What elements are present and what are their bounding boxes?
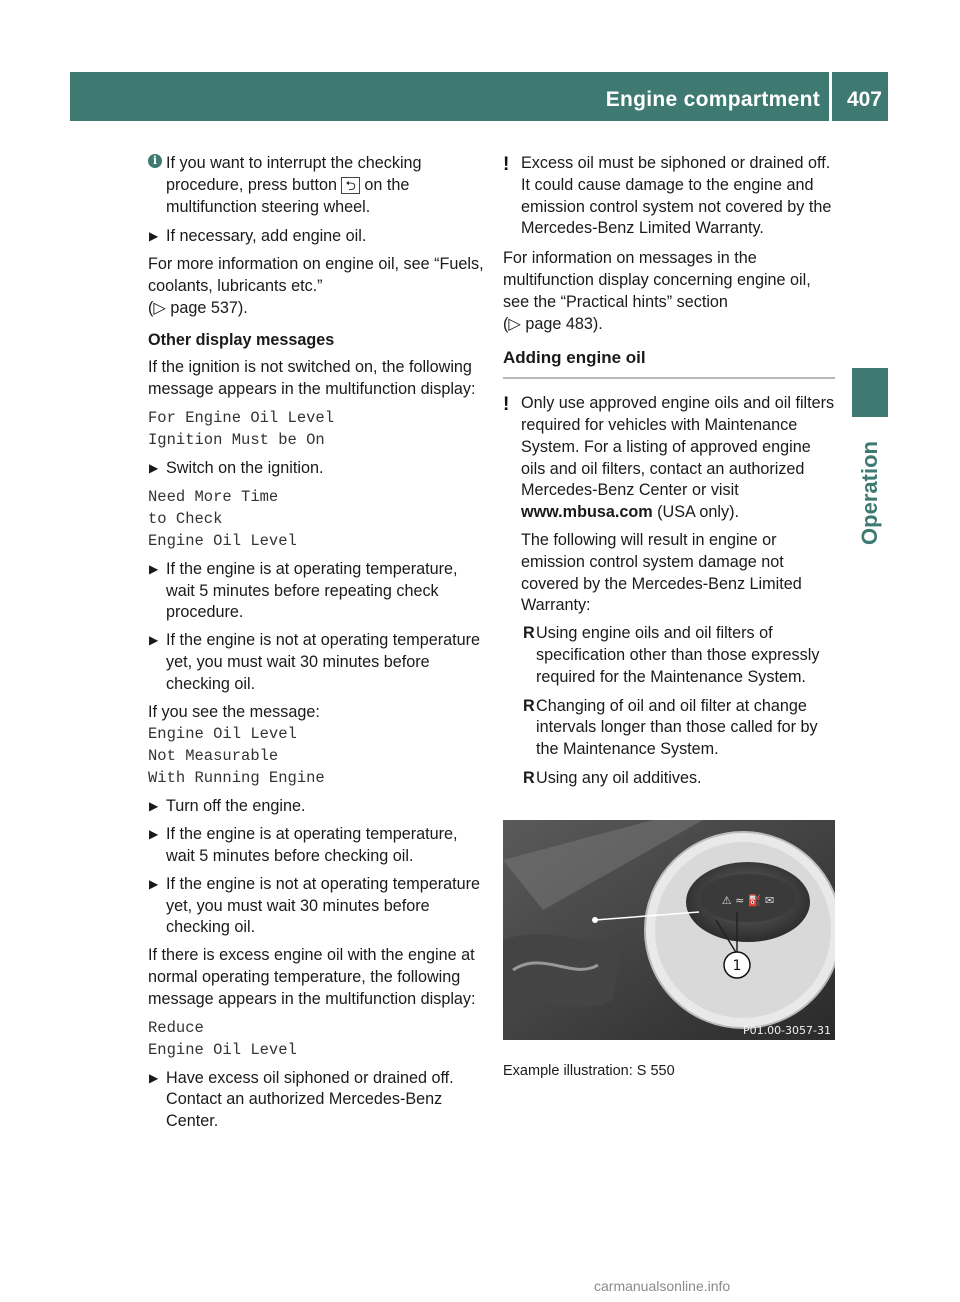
header-bar bbox=[70, 72, 888, 121]
step-arrow-icon: ▶ bbox=[149, 633, 159, 648]
step-arrow-icon: ▶ bbox=[149, 876, 159, 891]
display-message: Engine Oil Level Not Measurable With Running Engine bbox=[148, 725, 325, 788]
step-arrow-icon: ▶ bbox=[149, 799, 159, 814]
header-divider bbox=[829, 72, 832, 121]
step-arrow-icon: ▶ bbox=[149, 827, 159, 842]
warning-icon: ! bbox=[503, 154, 510, 175]
bullet-icon: R bbox=[523, 624, 535, 643]
paragraph: If the ignition is not switched on, the following message appears in the multifunction display: bbox=[148, 358, 476, 399]
paragraph: For more information on engine oil, see “Fuels, coolants, lubricants etc.” (▷ page 537). bbox=[148, 255, 484, 317]
page-ref: (▷ page 537). bbox=[148, 298, 248, 317]
step-item: ▶ Switch on the ignition. bbox=[148, 458, 484, 480]
watermark: carmanualsonline.info bbox=[594, 1278, 731, 1294]
step-item: ▶ If necessary, add engine oil. bbox=[148, 226, 484, 248]
bullet-item: R Using engine oils and oil filters of specification other than those expressly required for the Maintenance System. bbox=[523, 624, 820, 686]
info-note: i If you want to interrupt the checking procedure, press button ⮌ on the multifunction steering wheel. bbox=[148, 153, 484, 218]
step-item: ▶ If the engine is not at operating temperature yet, you must wait 30 minutes before checking oil. bbox=[149, 874, 481, 937]
left-column bbox=[148, 153, 484, 1139]
paragraph: For information on messages in the multifunction display concerning engine oil, see the “Practical hints” section (▷ page 483). bbox=[503, 249, 811, 333]
step-item: ▶ If the engine is not at operating temperature yet, you must wait 30 minutes before checking oil. bbox=[149, 631, 481, 693]
paragraph: If there is excess engine oil with the engine at normal operating temperature, the following message appears in the multifunction display: bbox=[148, 946, 476, 1008]
info-icon: i bbox=[148, 154, 162, 168]
page-ref: (▷ page 483). bbox=[503, 314, 603, 333]
back-button-icon: ⮌ bbox=[341, 177, 359, 194]
step-item: ▶ Have excess oil siphoned or drained off. Contact an authorized Mercedes-Benz Center. bbox=[149, 1068, 454, 1131]
step-item: ▶ Turn off the engine. bbox=[148, 796, 484, 818]
subheading: Other display messages bbox=[148, 330, 335, 349]
callout-number: 1 bbox=[732, 957, 742, 974]
figure-caption: Example illustration: S 550 bbox=[503, 1062, 675, 1079]
side-tab bbox=[850, 428, 890, 558]
website-link[interactable]: www.mbusa.com bbox=[521, 503, 653, 522]
side-marker-block bbox=[852, 368, 888, 417]
bullet-icon: R bbox=[523, 768, 535, 787]
side-tab-label: Operation bbox=[857, 441, 883, 545]
section-heading: Adding engine oil bbox=[503, 347, 835, 379]
display-message: Need More Time to Check Engine Oil Level bbox=[148, 487, 297, 550]
paragraph: If you see the message: bbox=[148, 702, 320, 721]
display-message: For Engine Oil Level Ignition Must be On bbox=[148, 408, 335, 449]
figure-code: P01.00-3057-31 bbox=[742, 1023, 831, 1037]
step-arrow-icon: ▶ bbox=[149, 460, 159, 475]
bullet-icon: R bbox=[523, 696, 535, 715]
step-arrow-icon: ▶ bbox=[149, 561, 159, 576]
engine-oil-cap-illustration bbox=[503, 820, 835, 1040]
step-arrow-icon: ▶ bbox=[149, 1070, 159, 1085]
warning-note: ! Excess oil must be siphoned or drained off. It could cause damage to the engine and emission control system not covered by the Mercedes-Benz Limited Warranty. bbox=[503, 154, 832, 238]
display-message: Reduce Engine Oil Level bbox=[148, 1018, 297, 1059]
step-item: ▶ If the engine is at operating temperature, wait 5 minutes before repeating check procedure. bbox=[149, 559, 458, 622]
warning-icon: ! bbox=[503, 394, 510, 416]
step-item: ▶ If the engine is at operating temperature, wait 5 minutes before checking oil. bbox=[149, 825, 458, 865]
paragraph: The following will result in engine or emission control system damage not covered by the Mercedes-Benz Limited Warranty: bbox=[521, 530, 802, 615]
bullet-item: R Using any oil additives. bbox=[521, 768, 835, 790]
warning-note: ! Only use approved engine oils and oil filters required for vehicles with Maintenance System. For a listing of approved engine oils and oil filters, contact an authorized Mercedes-Benz Center or visit www.mbusa.com (USA only). The following will result in engine or emission control system damage not covered by the Mercedes-Benz Limited Warranty: R Using engine oils and oil filters of specification other than those expressly required for the Maintenance System. R Changing of oil and oil filter at change intervals longer than those called for by the Maintenance System. R Using any oil additives. bbox=[503, 393, 835, 790]
page-section-title: Engine compartment bbox=[605, 88, 820, 111]
page-number: 407 bbox=[846, 88, 882, 111]
right-column bbox=[503, 153, 835, 1082]
step-arrow-icon: ▶ bbox=[149, 229, 159, 244]
svg-text:⚠ ≈ ⛽ ✉: ⚠ ≈ ⛽ ✉ bbox=[721, 893, 775, 907]
bullet-item: R Changing of oil and oil filter at change intervals longer than those called for by the Maintenance System. bbox=[523, 696, 818, 759]
